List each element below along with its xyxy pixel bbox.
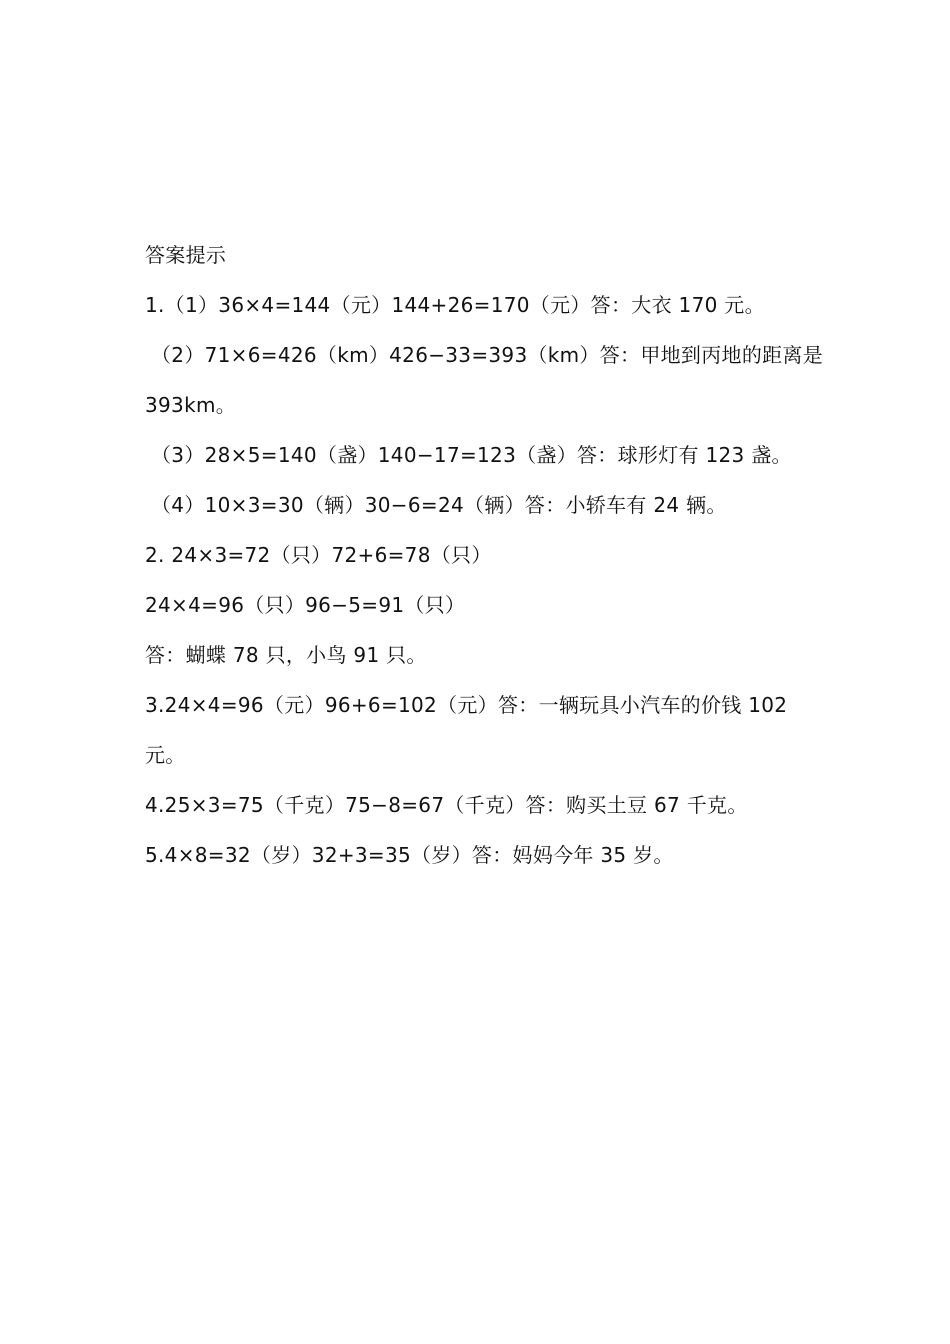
answer-line-1-2: （2）71×6=426（km）426−33=393（km）答：甲地到丙地的距离是 (151, 343, 824, 367)
answer-line-1-4: （4）10×3=30（辆）30−6=24（辆）答：小轿车有 24 辆。 (151, 493, 727, 517)
answer-line-2-a: 2. 24×3=72（只）72+6=78（只） (145, 543, 492, 567)
answer-line-4: 4.25×3=75（千克）75−8=67（千克）答：购买土豆 67 千克。 (145, 793, 748, 817)
answer-hints-section (145, 230, 824, 880)
answer-line-2-answer: 答：蝴蝶 78 只，小鸟 91 只。 (145, 643, 427, 667)
answer-line-3: 3.24×4=96（元）96+6=102（元）答：一辆玩具小汽车的价钱 102 (145, 693, 788, 717)
answer-line-2-b: 24×4=96（只）96−5=91（只） (145, 593, 466, 617)
answer-line-5: 5.4×8=32（岁）32+3=35（岁）答：妈妈今年 35 岁。 (145, 843, 674, 867)
answer-line-1-1: 1.（1）36×4=144（元）144+26=170（元）答：大衣 170 元。 (145, 293, 765, 317)
section-title: 答案提示 (145, 243, 227, 267)
answer-line-1-3: （3）28×5=140（盏）140−17=123（盏）答：球形灯有 123 盏。 (151, 443, 792, 467)
answer-line-1-2-continued: 393km。 (145, 393, 237, 417)
answer-line-3-continued: 元。 (145, 743, 186, 767)
